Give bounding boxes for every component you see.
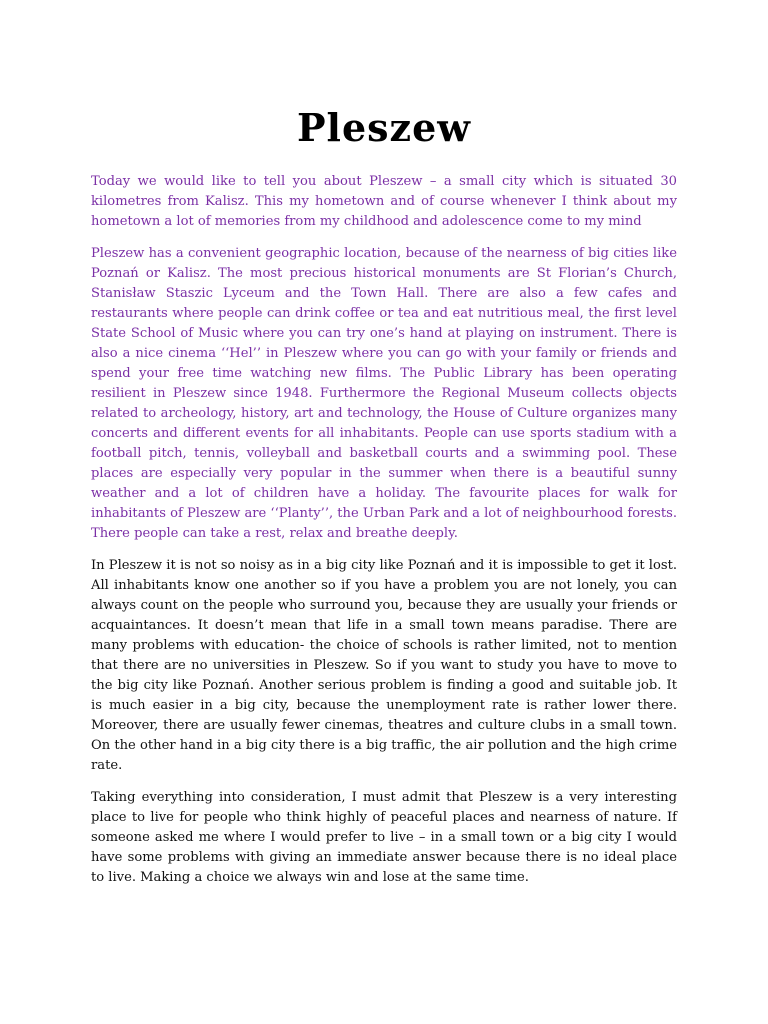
document-body — [91, 172, 677, 900]
paragraph-comparison: In Pleszew it is not so noisy as in a big city like Poznań and it is impossible to get it lost. All inhabitants know one another so if you have a problem you are not lonely, you can always count on the people who surround you, because they are usually your friends or acquaintances. It doesn’t mean that life in a small town means paradise. There are many problems with education- the choice of schools is rather limited, not to mention that there are no universities in Pleszew. So if you want to study you have to move to the big city like Poznań. Another serious problem is finding a good and suitable job. It is much easier in a big city, because the unemployment rate is rather lower there. Moreover, there are usually fewer cinemas, theatres and culture clubs in a small town. On the other hand in a big city there is a big traffic, the air pollution and the high crime rate. — [91, 558, 677, 773]
paragraph-intro: Today we would like to tell you about Pleszew – a small city which is situated 30 kilometres from Kalisz. This my hometown and of course whenever I think about my hometown a lot of memories from my childhood and adolescence come to my mind — [91, 174, 677, 229]
paragraph-conclusion: Taking everything into consideration, I must admit that Pleszew is a very interesting place to live for people who think highly of peaceful places and nearness of nature. If someone asked me where I would prefer to live – in a small town or a big city I would have some problems with giving an immediate answer because there is no ideal place to live. Making a choice we always win and lose at the same time. — [91, 790, 677, 885]
paragraph-location: Pleszew has a convenient geographic location, because of the nearness of big cities like Poznań or Kalisz. The most precious historical monuments are St Florian’s Church, Stanisław Staszic Lyceum and the Town Hall. There are also a few cafes and restaurants where people can drink coffee or tea and eat nutritious meal, the first level State School of Music where you can try one’s hand at playing on instrument. There is also a nice cinema ‘‘Hel’’ in Pleszew where you can go with your family or friends and spend your free time watching new films. The Public Library has been operating resilient in Pleszew since 1948. Furthermore the Regional Museum collects objects related to archeology, history, art and technology, the House of Culture organizes many concerts and different events for all inhabitants. People can use sports stadium with a football pitch, tennis, volleyball and basketball courts and a swimming pool. These places are especially very popular in the summer when there is a beautiful sunny weather and a lot of children have a holiday. The favourite places for walk for inhabitants of Pleszew are ‘‘Planty’’, the Urban Park and a lot of neighbourhood forests. There people can take a rest, relax and breathe deeply. — [91, 246, 677, 541]
document-title: Pleszew — [296, 105, 472, 150]
